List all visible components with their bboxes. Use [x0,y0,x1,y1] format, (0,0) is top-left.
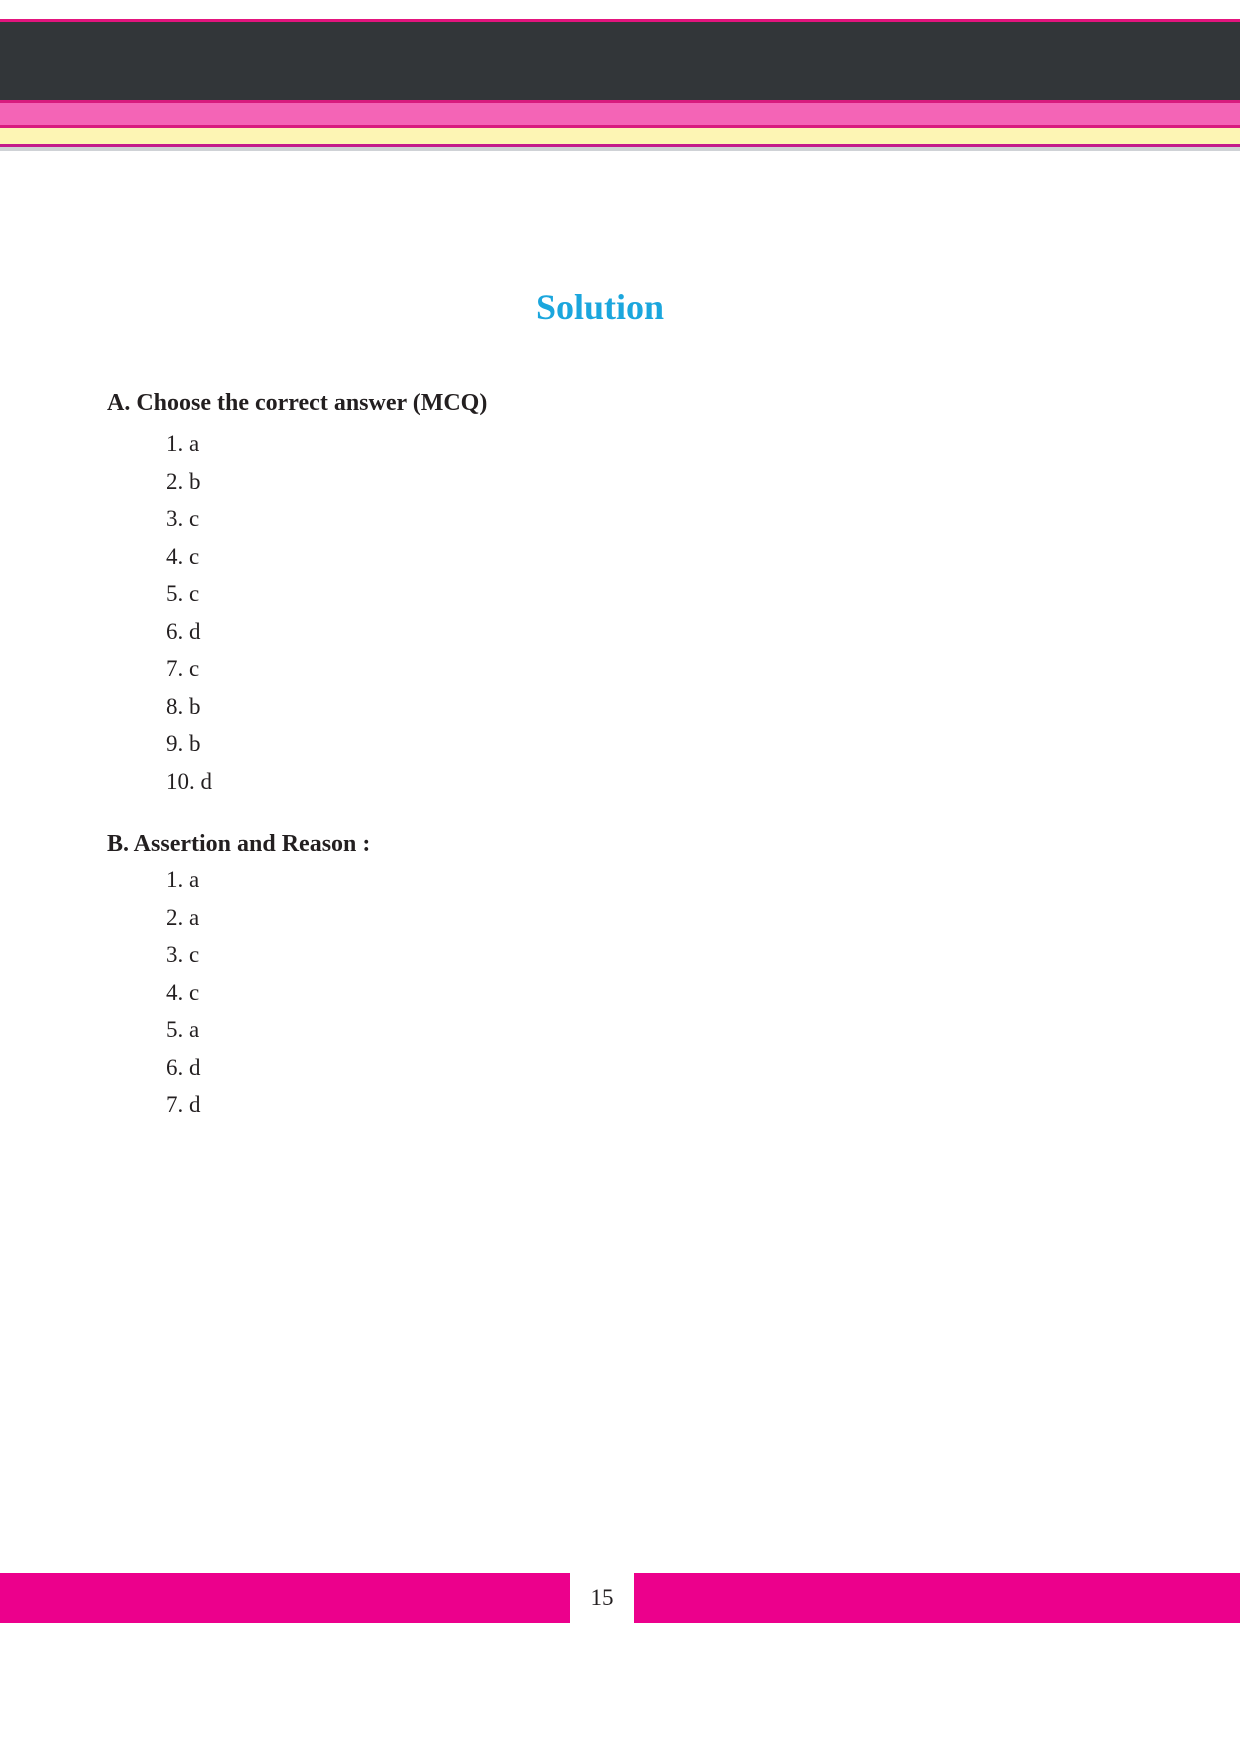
list-item: 4. c [166,543,200,569]
list-item: 3. c [166,506,200,531]
section-a-answer-list [166,425,212,800]
section-b-answer-list [166,861,201,1124]
list-item: 6. d [166,618,201,644]
list-item: 10. d [166,768,212,794]
list-item: 2. b [166,468,201,494]
list-item: 7. d [166,1092,201,1117]
list-item: 4. c [166,979,200,1005]
list-item: 7. c [166,656,200,681]
page-number: 15 [590,1585,614,1610]
list-item: 1. a [166,431,200,456]
list-item: 8. b [166,693,201,719]
section-a-heading: A. Choose the correct answer (MCQ) [107,390,488,416]
header-grey-line [0,147,1240,151]
list-item: 1. a [166,867,200,892]
footer-left-bar [0,1573,570,1623]
list-item: 2. a [166,904,200,930]
footer-right-bar [634,1573,1240,1623]
header-pink-bar [0,103,1240,125]
list-item: 5. c [166,581,200,606]
list-item: 6. d [166,1054,201,1080]
list-item: 5. a [166,1017,200,1042]
list-item: 3. c [166,942,200,967]
page-title: Solution [535,287,665,328]
header-cream-bar [0,128,1240,144]
list-item: 9. b [166,731,201,756]
header-dark-bar [0,22,1240,100]
section-b-heading: B. Assertion and Reason : [107,831,371,857]
